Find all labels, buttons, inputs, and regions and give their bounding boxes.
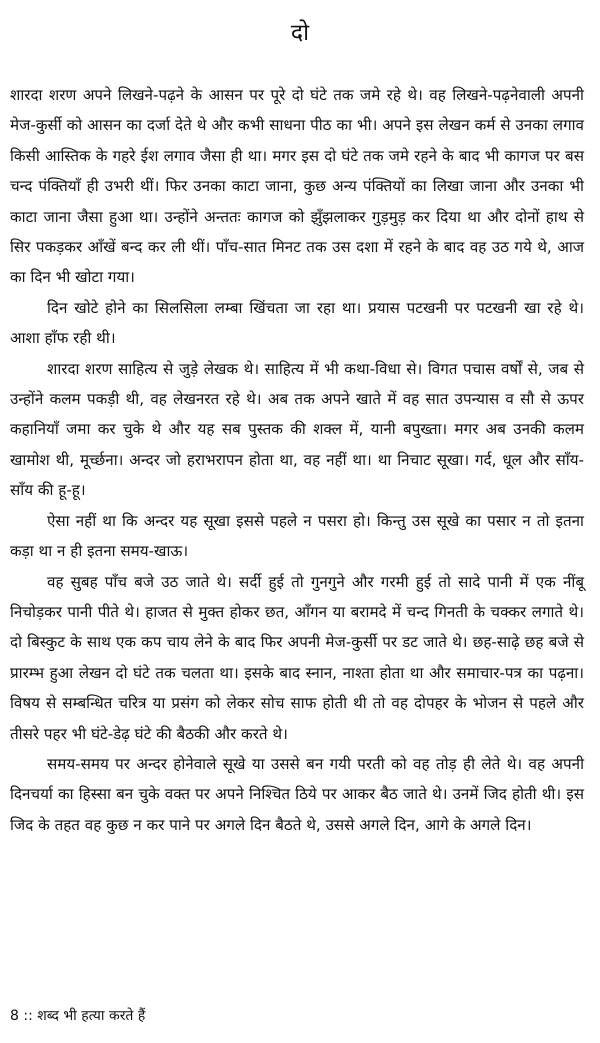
paragraph-6: समय-समय पर अन्दर होनेवाले सूखे या उससे बन गयी परती को वह तोड़ ही लेते थे। वह अपनी दिनचर्या का हिस्सा बन चुके वक्त पर अपने निश्चित ठिये पर आकर बैठ जाते थे। उनमें जिद होती थी। इस जिद के तहत वह कुछ न कर पाने पर अगले दिन बैठते थे, उससे अगले दिन, आगे के अगले दिन।: [10, 754, 584, 834]
paragraph-1: शारदा शरण अपने लिखने-पढ़ने के आसन पर पूरे दो घंटे तक जमे रहे थे। वह लिखने-पढ़नेवाली अपनी मेज-कुर्सी को आसन का दर्जा देते थे और कभी साधना पीठ का भी। अपने इस लेखन कर्म से उनका लगाव किसी आस्तिक के गहरे ईश लगाव जैसा ही था। मगर इस दो घंटे तक जमे रहने के बाद भी कागज पर बस चन्द पंक्तियाँ ही उभरी थीं। फिर उनका काटा जाना, कुछ अन्य पंक्तियों का लिखा जाना और उनका भी काटा जाना जैसा हुआ था। उन्होंने अन्ततः कागज को झुँझलाकर गुड़मुड़ कर दिया था और दोनों हाथ से सिर पकड़कर आँखें बन्द कर ली थीं। पाँच-सात मिनट तक उस दशा में रहने के बाद वह उठ गये थे, आज का दिन भी खोटा गया।: [10, 86, 584, 287]
running-book-title: शब्द भी हत्या करते हैं: [37, 1008, 146, 1024]
paragraph-3: शारदा शरण साहित्य से जुड़े लेखक थे। साहित्य में भी कथा-विधा से। विगत पचास वर्षों से, जब से उन्होंने कलम पकड़ी थी, वह लेखनरत रहे थे। अब तक अपने खाते में वह सात उपन्यास व सौ से ऊपर कहानियाँ जमा कर चुके थे और यह सब पुस्तक की शक्ल में, यानी बपुख्ता। मगर अब उनकी कलम खामोश थी, मूर्च्छना। अन्दर जो हराभरापन होता था, वह नहीं था। था निचाट सूखा। गर्द, धूल और साँय-साँय की हू-हू।: [10, 359, 584, 500]
paragraph-4: ऐसा नहीं था कि अन्दर यह सूखा इससे पहले न पसरा हो। किन्तु उस सूखे का पसार न तो इतना कड़ा था न ही इतना समय-खाऊ।: [10, 511, 584, 561]
paragraph-5: वह सुबह पाँच बजे उठ जाते थे। सर्दी हुई तो गुनगुने और गरमी हुई तो सादे पानी में एक नींबू निचोड़कर पानी पीते थे। हाजत से मुक्त होकर छत, आँगन या बरामदे में चन्द गिनती के चक्कर लगाते थे। दो बिस्कुट के साथ एक कप चाय लेने के बाद फिर अपनी मेज-कुर्सी पर डट जाते थे। छह-साढ़े छह बजे से प्रारम्भ हुआ लेखन दो घंटे तक चलता था। इसके बाद स्नान, नाश्ता होता था और समाचार-पत्र का पढ़ना। विषय से सम्बन्धित चरित्र या प्रसंग को लेकर सोच साफ होती थी तो वह दोपहर के भोजन से पहले और तीसरे पहर भी घंटे-डेढ़ घंटे की बैठकी और करते थे।: [10, 572, 584, 743]
chapter-body: [10, 80, 584, 840]
page-footer: [10, 1006, 145, 1026]
chapter-title: दो: [290, 20, 310, 46]
paragraph-2: दिन खोटे होने का सिलसिला लम्बा खिंचता जा रहा था। प्रयास पटखनी पर पटखनी खा रहे थे। आशा हाँफ रही थी।: [10, 298, 584, 348]
footer-separator: ::: [23, 1008, 33, 1024]
page-number: 8: [10, 1008, 19, 1024]
